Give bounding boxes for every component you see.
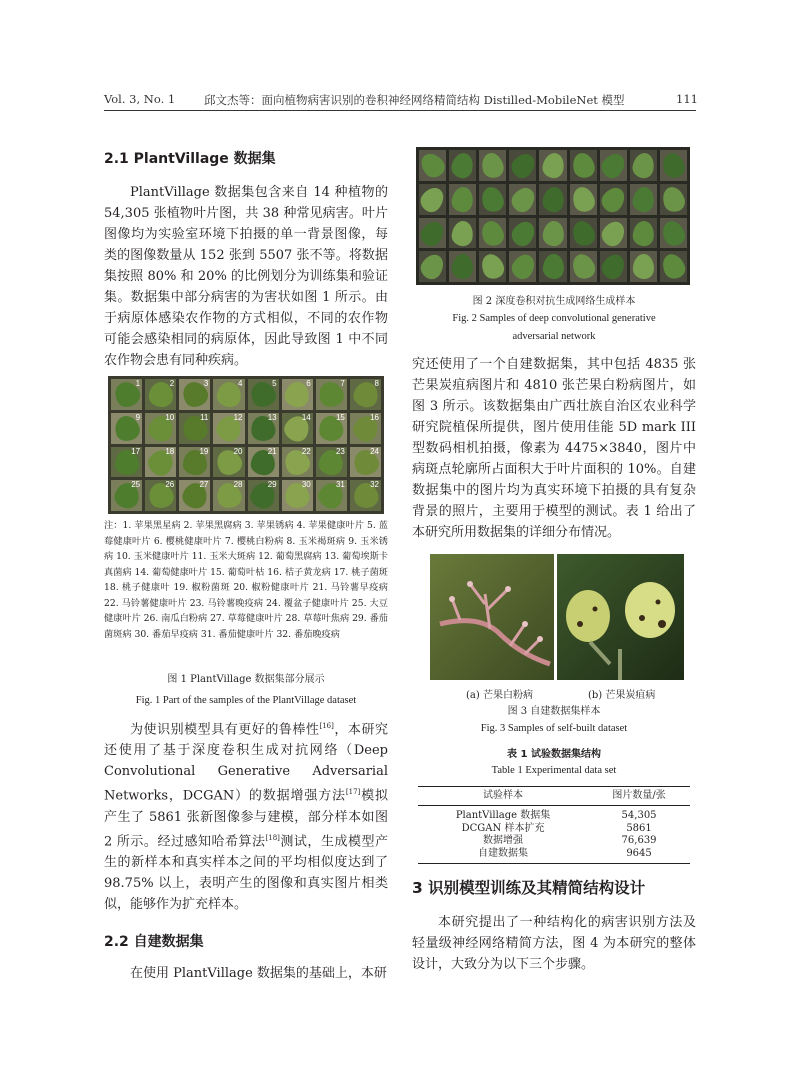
figure-2-image-grid [416, 147, 690, 285]
p2-part-a: 为使识别模型具有更好的鲁棒性 [130, 722, 320, 738]
figure-1-thumbnail [179, 480, 210, 511]
figure-1-thumbnail-number: 14 [301, 412, 311, 422]
figure-1-thumbnail-number: 21 [267, 446, 277, 456]
figure-2-thumbnail [419, 218, 446, 249]
figure-2-thumbnail [479, 150, 506, 181]
figure-2-thumbnail [419, 184, 446, 215]
table-header-sample: 试验样本 [483, 789, 524, 801]
figure-2-thumbnail [539, 184, 566, 215]
figure-1-thumbnail [213, 447, 244, 478]
leaf-shape [479, 251, 506, 282]
figure-1-thumbnail [213, 480, 244, 511]
table-1-title-cn: 表 1 试验数据集结构 [507, 749, 601, 760]
leaf-shape [540, 151, 565, 179]
figure-2-caption-en-line2: adversarial network [512, 331, 596, 342]
figure-2-caption-en-line1: Fig. 2 Samples of deep convolutional generative [452, 313, 656, 324]
figure-2-thumbnail [449, 150, 476, 181]
figure-3-caption-en: Fig. 3 Samples of self-built dataset [480, 723, 628, 734]
figure-1-caption-en: Fig. 1 Part of the samples of the PlantVillage dataset [135, 695, 357, 706]
figure-3-caption-cn: 图 3 自建数据集样本 [507, 706, 601, 717]
running-title: 邱文杰等：面向植物病害识别的卷积神经网络精简结构 Distilled-MobileNet 模型 [204, 93, 625, 107]
figure-1-thumbnail-number: 11 [200, 412, 209, 422]
figure-1-thumbnail [179, 413, 210, 444]
figure-1-thumbnail-number: 28 [233, 480, 243, 490]
figure-2-thumbnail [449, 218, 476, 249]
leaf-shape [600, 150, 627, 181]
leaf-shape [479, 218, 506, 248]
leaf-shape [541, 185, 565, 213]
paragraph-section-3: 本研究提出了一种结构化的病害识别方法及轻量级神经网络精简方法，图 4 为本研究的整体设计，大致分为以下三个步骤。 [412, 915, 696, 972]
figure-1-thumbnail-number: 20 [233, 446, 243, 456]
table-header-count: 图片数量/张 [612, 789, 666, 801]
table-row [418, 848, 690, 864]
table-row [418, 823, 690, 836]
leaf-shape [632, 220, 655, 246]
figure-1-thumbnail [145, 379, 176, 410]
section-3-title: 3 识别模型训练及其精简结构设计 [412, 879, 646, 897]
figure-2-thumbnail [509, 184, 536, 215]
table-row [418, 806, 690, 823]
figure-1-thumbnail-number: 27 [199, 480, 209, 490]
figure-1-thumbnail [282, 379, 313, 410]
figure-2-thumbnail [660, 251, 687, 282]
leaf-shape [451, 219, 474, 246]
citation-18[interactable]: [18] [265, 833, 280, 842]
figure-1-thumbnail [248, 480, 279, 511]
figure-1-caption-cn: 图 1 PlantVillage 数据集部分展示 [167, 674, 325, 685]
figure-1-thumbnail [248, 413, 279, 444]
figure-1-thumbnail [282, 413, 313, 444]
figure-1-thumbnail-number: 31 [335, 480, 345, 490]
figure-2-thumbnail [570, 218, 597, 249]
figure-2-thumbnail [539, 218, 566, 249]
table-row [418, 835, 690, 848]
figure-1-thumbnail-number: 3 [203, 379, 209, 388]
figure-2-thumbnail [479, 251, 506, 282]
figure-1-thumbnail [350, 447, 381, 478]
figure-1-thumbnail-number: 16 [370, 412, 379, 422]
figure-1-thumbnail-number: 12 [233, 412, 243, 422]
leaf-shape [509, 150, 536, 181]
table-1 [418, 786, 690, 864]
leaf-shape [419, 218, 446, 249]
leaf-shape [509, 251, 536, 282]
figure-1-thumbnail [248, 447, 279, 478]
figure-1-thumbnail-number: 29 [267, 480, 277, 490]
figure-2-thumbnail [509, 218, 536, 249]
figure-1-thumbnail-number: 9 [135, 412, 141, 422]
figure-2-thumbnail [419, 150, 446, 181]
table-1-title-en: Table 1 Experimental data set [491, 765, 617, 776]
leaf-shape [660, 218, 687, 249]
figure-1-thumbnail [145, 480, 176, 511]
figure-1-thumbnail-number: 26 [165, 480, 175, 490]
table-cell: PlantVillage 数据集 [455, 810, 551, 821]
figure-2-thumbnail [449, 184, 476, 215]
figure-2-caption-cn: 图 2 深度卷积对抗生成网络生成样本 [472, 296, 636, 307]
figure-1-thumbnail-number: 24 [370, 446, 379, 456]
citation-16[interactable]: [16] [319, 722, 334, 730]
figure-1-thumbnail [179, 447, 210, 478]
leaf-shape [600, 251, 627, 282]
figure-2-thumbnail [630, 184, 657, 215]
figure-1-thumbnail [350, 379, 381, 410]
table-header-row [418, 787, 690, 806]
figure-1-thumbnail-number: 19 [199, 446, 209, 456]
figure-3-subcaption-a: (a) 芒果白粉病 [466, 690, 533, 701]
leaf-shape [600, 184, 627, 215]
figure-1-thumbnail [248, 379, 279, 410]
page-number: 111 [676, 92, 698, 106]
figure-2-thumbnail [509, 150, 536, 181]
leaf-shape [631, 151, 656, 179]
figure-3-svg [430, 554, 684, 680]
figure-1-thumbnail-number: 30 [301, 480, 311, 490]
figure-2-thumbnail [600, 184, 627, 215]
figure-1-thumbnail [316, 413, 347, 444]
leaf-shape [419, 184, 446, 215]
section-2-2-title: 2.2 自建数据集 [104, 933, 204, 950]
figure-1-thumbnail [111, 379, 142, 410]
figure-2-thumbnail [630, 150, 657, 181]
photo-a-background [430, 554, 554, 680]
citation-17[interactable]: [17] [345, 788, 361, 797]
leaf-shape [660, 184, 687, 214]
table-cell: 自建数据集 [478, 847, 529, 859]
figure-1-thumbnail-number: 7 [340, 379, 345, 388]
figure-1-thumbnail [179, 379, 210, 410]
figure-2-thumbnail [600, 150, 627, 181]
table-cell: 5861 [626, 822, 652, 834]
figure-2-thumbnail [600, 218, 627, 249]
leaf-shape [419, 150, 446, 181]
leaf-shape [570, 184, 597, 214]
leaf-shape [450, 151, 476, 180]
figure-1-thumbnail-number: 8 [374, 379, 379, 388]
figure-1-thumbnail [350, 480, 381, 511]
leaf-shape [419, 251, 446, 282]
figure-1-thumbnail [145, 413, 176, 444]
table-cell: DCGAN 样本扩充 [461, 822, 545, 834]
figure-1-thumbnail-number: 15 [335, 412, 345, 422]
left-column [104, 148, 388, 371]
leaf-shape [450, 185, 475, 213]
figure-3-subcaption-b: (b) 芒果炭疽病 [588, 690, 656, 701]
paragraph-plantvillage: PlantVillage 数据集包含来自 14 种植物的 54,305 张植物叶片图，共 38 种常见病害。叶片图像均为实验室环境下拍摄的单一背景图像，每类的图像数量从 152 张到 5507 张不等。将数据集按照 80% 和 20% 的比例划分为训练集和验证集。数据集中部分病害的为害状如图 1 所示。由于病原体感染农作物的方式相似，不同的农作物可能会感染相同的病原体，因此导致图 1 中不同农作物会患有同种疾病。 [104, 185, 388, 368]
leaf-shape [452, 254, 474, 280]
table-1-grid [418, 786, 690, 864]
table-cell: 76,639 [621, 835, 657, 846]
figure-2-thumbnail [509, 251, 536, 282]
leaf-shape [631, 185, 655, 212]
figure-1-image-grid [108, 376, 384, 514]
figure-2-thumbnail [479, 218, 506, 249]
figure-1-thumbnail [282, 447, 313, 478]
figure-1-thumbnail-number: 25 [131, 480, 141, 490]
figure-1-note: 注：1. 苹果黑星病 2. 苹果黑腐病 3. 苹果锈病 4. 苹果健康叶片 5. 蓝莓健康叶片 6. 樱桃健康叶片 7. 樱桃白粉病 8. 玉米褐斑病 9. 玉米锈病 10. 玉米健康叶片 11. 玉米大斑病 12. 葡萄黑腐病 13. 葡萄埃斯卡真菌病 14. 葡萄健康叶片 15. 葡萄叶枯 16. 桔子黄龙病 17. 桃子菌斑 18. 桃子健康叶 19. 椒粉菌斑 20. 椒粉健康叶片 21. 马铃薯早疫病 22. 马铃薯健康叶片 23. 马铃薯晚疫病 24. 覆盆子健康叶片 25. 大豆健康叶片 26. 南瓜白粉病 27. 草莓健康叶片 28. 草莓叶焦病 29. 番茄菌斑病 30. 番茄早疫病 31. 番茄健康叶片 32. 番茄晚疫病 [104, 520, 388, 640]
table-cell: 9645 [626, 847, 652, 859]
figure-1-thumbnail [316, 447, 347, 478]
figure-1-thumbnail-number: 13 [267, 412, 277, 422]
table-cell: 数据增强 [483, 835, 524, 846]
table-cell: 54,305 [621, 810, 657, 821]
figure-1-thumbnail-number: 6 [306, 379, 311, 388]
journal-volume: Vol. 3, No. 1 [104, 92, 176, 106]
p2-part-d: 测试，生成模型产生的新样本和真实样本之间的平均相似度达到了 98.75% 以上，表明产生的图像和真实图片相类似，能够作为扩充样本。 [104, 833, 388, 912]
figure-1-thumbnail [111, 447, 142, 478]
figure-1-thumbnail [213, 413, 244, 444]
figure-1-thumbnail [111, 413, 142, 444]
figure-1-thumbnail-number: 23 [335, 446, 345, 456]
figure-2-thumbnail [630, 251, 657, 282]
figure-1-thumbnail-number: 4 [238, 379, 243, 388]
figure-1-thumbnail-number: 10 [165, 412, 175, 422]
figure-2-thumbnail [600, 251, 627, 282]
figure-1-thumbnail [316, 480, 347, 511]
figure-2-thumbnail [660, 184, 687, 215]
figure-1-thumbnail [145, 447, 176, 478]
figure-1-thumbnail-number: 18 [165, 446, 175, 456]
figure-3-photos [430, 554, 684, 680]
figure-1-thumbnail [316, 379, 347, 410]
leaf-shape [509, 184, 536, 215]
leaf-shape [570, 151, 596, 180]
figure-2-thumbnail [449, 251, 476, 282]
figure-2-thumbnail [539, 150, 566, 181]
figure-2-thumbnail [630, 218, 657, 249]
figure-1-thumbnail-number: 22 [301, 446, 311, 456]
leaf-shape [570, 251, 597, 282]
paragraph-selfbuilt-cont: 究还使用了一个自建数据集，其中包括 4835 张芒果炭疽病图片和 4810 张芒果白粉病图片，如图 3 所示。该数据集由广西壮族自治区农业科学研究院植保所提供，图片使用佳能 5D mark III 型数码相机拍摄，像素为 4475×3840，图片中病斑点轮廓所占面积大于叶片面积的 10%。自建数据集中的图片均为真实环境下拍摄的具有复杂背景的照片，主要用于模型的测试。表 1 给出了本研究所用数据集的详细分布情况。 [412, 357, 696, 540]
header-rule [104, 110, 696, 111]
figure-1-thumbnail-number: 5 [272, 379, 277, 388]
figure-1-thumbnail-number: 32 [370, 480, 379, 490]
leaf-shape [633, 254, 654, 279]
leaf-shape [480, 151, 506, 180]
leaf-shape [600, 218, 627, 249]
figure-1-thumbnail [213, 379, 244, 410]
p2-part-c: 模拟产生了 5861 张新图像参与建模，部分样本如图 2 所示。经过感知哈希算法 [104, 788, 388, 849]
figure-2-thumbnail [570, 251, 597, 282]
leaf-shape [541, 220, 564, 247]
figure-1-thumbnail [350, 413, 381, 444]
figure-1-thumbnail-number: 1 [135, 379, 141, 388]
leaf-shape [479, 184, 506, 214]
figure-2-thumbnail [419, 251, 446, 282]
figure-1-thumbnail [111, 480, 142, 511]
leaf-shape [509, 218, 536, 249]
figure-2-thumbnail [539, 251, 566, 282]
figure-2-thumbnail [479, 184, 506, 215]
section-2-1-title: 2.1 PlantVillage 数据集 [104, 151, 276, 167]
paragraph-selfbuilt-start: 在使用 PlantVillage 数据集的基础上，本研 [130, 965, 387, 981]
figure-2-thumbnail [570, 184, 597, 215]
leaf-shape [660, 151, 687, 180]
leaf-shape [660, 251, 687, 282]
figure-1-thumbnail-number: 2 [169, 379, 175, 388]
p2-part-b: ，本研究还使用了基于深度卷积生成对抗网络（Deep Convolutional Generative Adversarial Networks，DCGAN）的数据增强方法 [104, 722, 388, 804]
leaf-shape [570, 218, 597, 248]
paragraph-dcgan [104, 716, 388, 915]
figure-2-thumbnail [570, 150, 597, 181]
figure-1-thumbnail [282, 480, 313, 511]
figure-1-thumbnail-number: 17 [131, 446, 141, 456]
figure-2-thumbnail [660, 218, 687, 249]
figure-2-thumbnail [660, 150, 687, 181]
leaf-shape [542, 254, 564, 280]
